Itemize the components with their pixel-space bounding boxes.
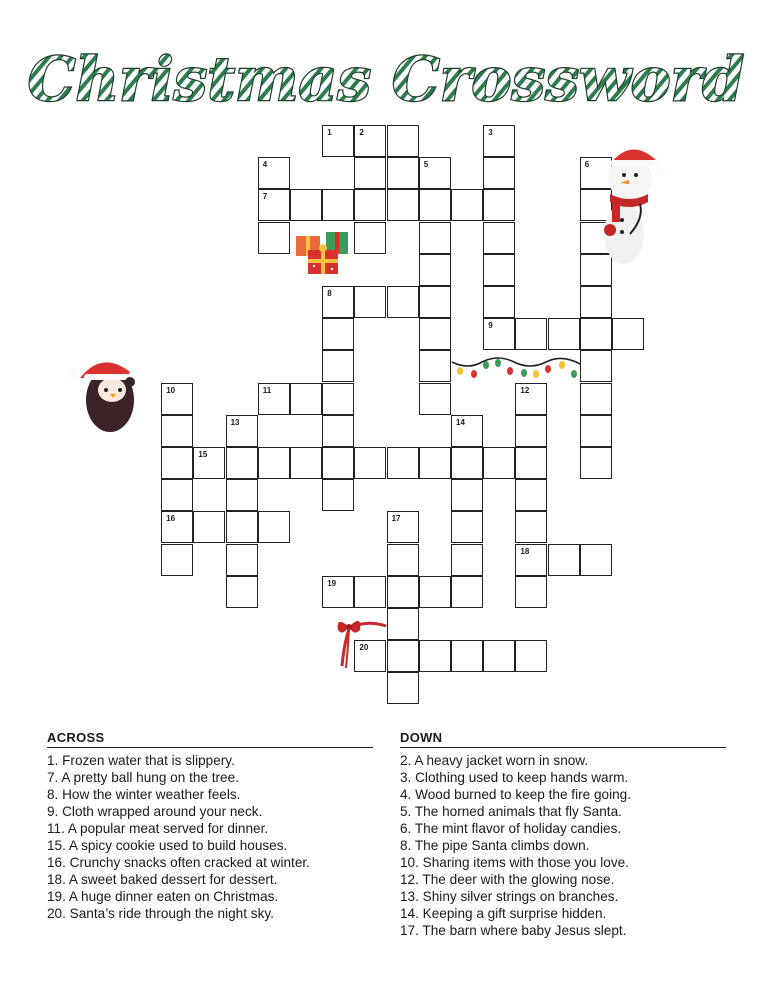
clue-number: 14 [456, 417, 465, 427]
grid-cell[interactable] [515, 576, 547, 608]
grid-cell[interactable] [419, 286, 451, 318]
grid-cell[interactable] [612, 318, 644, 350]
grid-cell[interactable] [290, 383, 322, 415]
grid-cell[interactable] [515, 383, 547, 415]
grid-cell[interactable] [226, 576, 258, 608]
grid-cell[interactable] [258, 447, 290, 479]
clue-number: 17 [391, 514, 401, 524]
grid-cell[interactable] [580, 286, 612, 318]
clue-number: 8 [327, 289, 332, 298]
grid-cell[interactable] [387, 157, 419, 189]
grid-cell[interactable] [419, 350, 451, 382]
grid-cell[interactable] [387, 511, 419, 543]
grid-cell[interactable] [548, 544, 580, 576]
grid-cell[interactable] [515, 479, 547, 511]
across-clue-list [47, 752, 373, 922]
across-clue: 7. A pretty ball hung on the tree. [47, 770, 239, 785]
grid-cell[interactable] [451, 511, 483, 543]
clue-number: 3 [488, 128, 493, 137]
clue-number: 16 [166, 514, 176, 524]
grid-cell[interactable] [419, 157, 451, 189]
down-clue: 12. The deer with the glowing nose. [400, 872, 615, 887]
grid-cell[interactable] [483, 157, 515, 189]
grid-cell[interactable] [515, 447, 547, 479]
clue-number: 5 [423, 160, 429, 170]
grid-cell[interactable] [451, 415, 483, 447]
grid-cell[interactable] [258, 222, 290, 254]
across-clue: 19. A huge dinner eaten on Christmas. [47, 889, 279, 904]
grid-cell[interactable] [354, 447, 386, 479]
grid-cell[interactable] [580, 318, 612, 350]
page-title: Christmas Crossword [27, 45, 745, 115]
grid-cell[interactable] [483, 318, 515, 350]
across-clue: 11. A popular meat served for dinner. [47, 821, 269, 836]
grid-cell[interactable] [161, 511, 193, 543]
grid-cell[interactable] [387, 672, 419, 704]
grid-cell[interactable] [580, 383, 612, 415]
grid-cell[interactable] [419, 640, 451, 672]
grid-cell[interactable] [322, 479, 354, 511]
clue-number: 9 [488, 321, 493, 331]
grid-cell[interactable] [483, 189, 515, 221]
across-clue: 9. Cloth wrapped around your neck. [47, 804, 263, 819]
down-heading: DOWN [400, 730, 726, 748]
grid-cell[interactable] [354, 125, 386, 157]
grid-cell[interactable] [322, 447, 354, 479]
grid-cell[interactable] [387, 125, 419, 157]
grid-cell[interactable] [451, 189, 483, 221]
across-clue: 1. Frozen water that is slippery. [47, 753, 235, 768]
grid-cell[interactable] [451, 640, 483, 672]
grid-cell[interactable] [515, 640, 547, 672]
grid-cell[interactable] [419, 189, 451, 221]
grid-cell[interactable] [290, 189, 322, 221]
grid-cell[interactable] [451, 447, 483, 479]
grid-cell[interactable] [387, 447, 419, 479]
penguin-icon [66, 356, 136, 436]
grid-cell[interactable] [387, 576, 419, 608]
grid-cell[interactable] [483, 125, 515, 157]
grid-cell[interactable] [322, 189, 354, 221]
clue-number: 4 [262, 160, 268, 170]
grid-cell[interactable] [580, 350, 612, 382]
grid-cell[interactable] [226, 544, 258, 576]
grid-cell[interactable] [322, 125, 354, 157]
grid-cell[interactable] [322, 383, 354, 415]
grid-cell[interactable] [193, 511, 225, 543]
down-clue: 17. The barn where baby Jesus slept. [400, 923, 627, 938]
clue-number: 19 [327, 578, 337, 588]
clue-number: 11 [262, 385, 272, 395]
gift-icon [294, 226, 352, 276]
grid-cell[interactable] [193, 447, 225, 479]
grid-cell[interactable] [451, 544, 483, 576]
snowman-icon [600, 142, 668, 268]
grid-cell[interactable] [226, 447, 258, 479]
down-clue: 2. A heavy jacket worn in snow. [400, 753, 589, 768]
grid-cell[interactable] [483, 222, 515, 254]
across-heading: ACROSS [47, 730, 373, 748]
down-clue-list [400, 752, 726, 939]
grid-cell[interactable] [258, 189, 290, 221]
grid-cell[interactable] [419, 254, 451, 286]
clue-number: 20 [359, 643, 369, 653]
grid-cell[interactable] [483, 254, 515, 286]
grid-cell[interactable] [354, 189, 386, 221]
grid-cell[interactable] [515, 544, 547, 576]
across-clue: 20. Santa’s ride through the night sky. [47, 906, 274, 921]
grid-cell[interactable] [387, 286, 419, 318]
grid-cell[interactable] [354, 576, 386, 608]
grid-cell[interactable] [322, 415, 354, 447]
across-clue: 16. Crunchy snacks often cracked at winter. [47, 855, 310, 870]
grid-cell[interactable] [161, 447, 193, 479]
grid-cell[interactable] [354, 222, 386, 254]
down-clue: 4. Wood burned to keep the fire going. [400, 787, 632, 802]
grid-cell[interactable] [354, 157, 386, 189]
grid-cell[interactable] [161, 479, 193, 511]
grid-cell[interactable] [322, 318, 354, 350]
clue-number: 6 [584, 160, 590, 170]
clue-number: 18 [520, 546, 530, 556]
down-clue: 3. Clothing used to keep hands warm. [400, 770, 629, 785]
across-clue: 15. A spicy cookie used to build houses. [47, 838, 288, 853]
grid-cell[interactable] [226, 479, 258, 511]
grid-cell[interactable] [419, 576, 451, 608]
grid-cell[interactable] [226, 415, 258, 447]
ribbon-bow-icon [334, 614, 390, 672]
grid-cell[interactable] [354, 286, 386, 318]
grid-cell[interactable] [387, 544, 419, 576]
down-clue: 14. Keeping a gift surprise hidden. [400, 906, 607, 921]
grid-cell[interactable] [161, 415, 193, 447]
across-clue: 18. A sweet baked dessert for dessert. [47, 872, 278, 887]
string-lights-icon [450, 352, 582, 382]
clue-number: 7 [262, 192, 268, 202]
grid-cell[interactable] [515, 318, 547, 350]
grid-cell[interactable] [580, 447, 612, 479]
grid-cell[interactable] [515, 511, 547, 543]
grid-cell[interactable] [483, 640, 515, 672]
down-clue: 13. Shiny silver strings on branches. [400, 889, 619, 904]
down-clue: 8. The pipe Santa climbs down. [400, 838, 590, 853]
clue-number: 15 [198, 450, 208, 459]
grid-cell[interactable] [451, 576, 483, 608]
across-clue: 8. How the winter weather feels. [47, 787, 241, 802]
grid-cell[interactable] [161, 383, 193, 415]
down-clue: 10. Sharing items with those you love. [400, 855, 629, 870]
grid-cell[interactable] [387, 640, 419, 672]
grid-cell[interactable] [387, 608, 419, 640]
grid-cell[interactable] [419, 222, 451, 254]
down-clue: 6. The mint flavor of holiday candies. [400, 821, 622, 836]
grid-cell[interactable] [258, 511, 290, 543]
grid-cell[interactable] [580, 415, 612, 447]
grid-cell[interactable] [290, 447, 322, 479]
grid-cell[interactable] [258, 157, 290, 189]
grid-cell[interactable] [161, 544, 193, 576]
down-clues [400, 730, 726, 939]
down-clue: 5. The horned animals that fly Santa. [400, 804, 622, 819]
clue-number: 10 [166, 385, 176, 395]
clue-number: 12 [520, 385, 530, 395]
across-clues [47, 730, 373, 922]
grid-cell[interactable] [419, 318, 451, 350]
grid-cell[interactable] [580, 544, 612, 576]
grid-cell[interactable] [322, 350, 354, 382]
grid-cell[interactable] [387, 189, 419, 221]
grid-cell[interactable] [548, 318, 580, 350]
clue-number: 2 [359, 128, 364, 137]
grid-cell[interactable] [515, 415, 547, 447]
grid-cell[interactable] [419, 447, 451, 479]
grid-cell[interactable] [258, 383, 290, 415]
grid-cell[interactable] [419, 383, 451, 415]
grid-cell[interactable] [451, 479, 483, 511]
grid-cell[interactable] [226, 511, 258, 543]
grid-cell[interactable] [322, 576, 354, 608]
clue-number: 1 [327, 128, 332, 137]
grid-cell[interactable] [322, 286, 354, 318]
grid-cell[interactable] [483, 286, 515, 318]
clue-number: 13 [230, 417, 240, 427]
grid-cell[interactable] [483, 447, 515, 479]
